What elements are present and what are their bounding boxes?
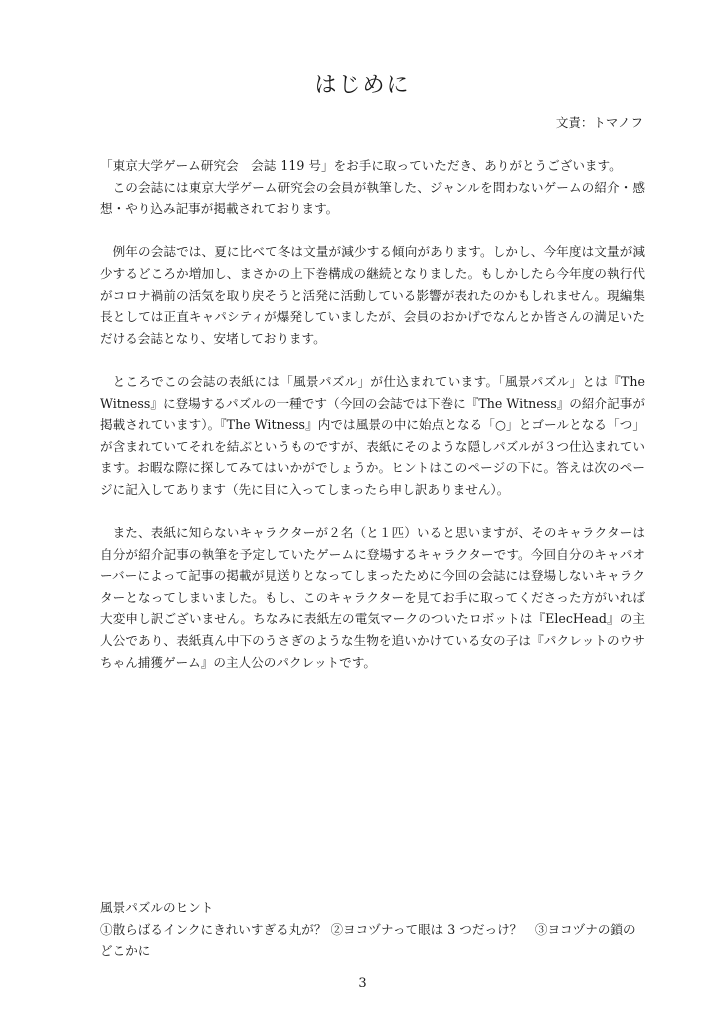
hint-heading: 風景パズルのヒント <box>100 900 214 915</box>
paragraph-volume: 例年の会誌では、夏に比べて冬は文量が減少する傾向があります。しかし、今年度は文量が減少するどころか増加し、まさかの上下巻構成の継続となりました。もしかしたら今年度の執行代がコロナ禍前の活気を取り戻そうと活発に活動している影響が表れたのかもしれません。現編集長としては正直キャパシティが爆発していましたが、会員のおかげでなんとか皆さんの満足いただける会誌となり、安堵しております。 <box>100 244 645 346</box>
hint-section <box>100 897 645 962</box>
body-text <box>100 155 645 673</box>
page-title: はじめに <box>314 73 411 98</box>
paragraph-intro: この会誌には東京大学ゲーム研究会の会員が執筆した、ジャンルを問わないゲームの紹介・感想・やり込み記事が掲載されております。 <box>100 179 645 217</box>
paragraph-puzzle: ところでこの会誌の表紙には「風景パズル」が仕込まれています。「風景パズル」とは『The Witness』に登場するパズルの一種です（今回の会誌では下巻に『The Witness』の紹介記事が掲載されています）。『The Witness』内では風景の中に始点となる「○」とゴールとなる「つ」が含まれていてそれを結ぶというものですが、表紙にそのような隠しパズルが３つ仕込まれています。お暇な際に探してみてはいかがでしょうか。ヒントはこのページの下に。答えは次のページに記入してあります（先に目に入ってしまったら申し訳ありません）。 <box>100 373 645 497</box>
paragraph-characters: また、表紙に知らないキャラクターが２名（と１匹）いると思いますが、そのキャラクターは自分が紹介記事の執筆を予定していたゲームに登場するキャラクターです。今回自分のキャパオーバーによって記事の掲載が見送りとなってしまったために今回の会誌には登場しないキャラクターとなってしまいました。もし、このキャラクターを見てお手に取ってくださった方がいれば大変申し訳ございません。ちなみに表紙左の電気マークのついたロボットは『ElecHead』の主人公であり、表紙真ん中下のうさぎのような生物を追いかけている女の子は『パクレットのウサちゃん捕獲ゲーム』の主人公のパクレットです。 <box>100 525 645 670</box>
paragraph-greeting: 「東京大学ゲーム研究会 会誌 119 号」をお手に取っていただき、ありがとうございます。 <box>100 158 622 173</box>
author-credit: 文責：トマノフ <box>555 115 643 130</box>
hint-text: ①散らばるインクにきれいすぎる丸が？ ②ヨコヅナって眼は 3 つだっけ？ ③ヨコヅナの鎖のどこかに <box>100 921 636 959</box>
page-number: 3 <box>358 976 367 991</box>
